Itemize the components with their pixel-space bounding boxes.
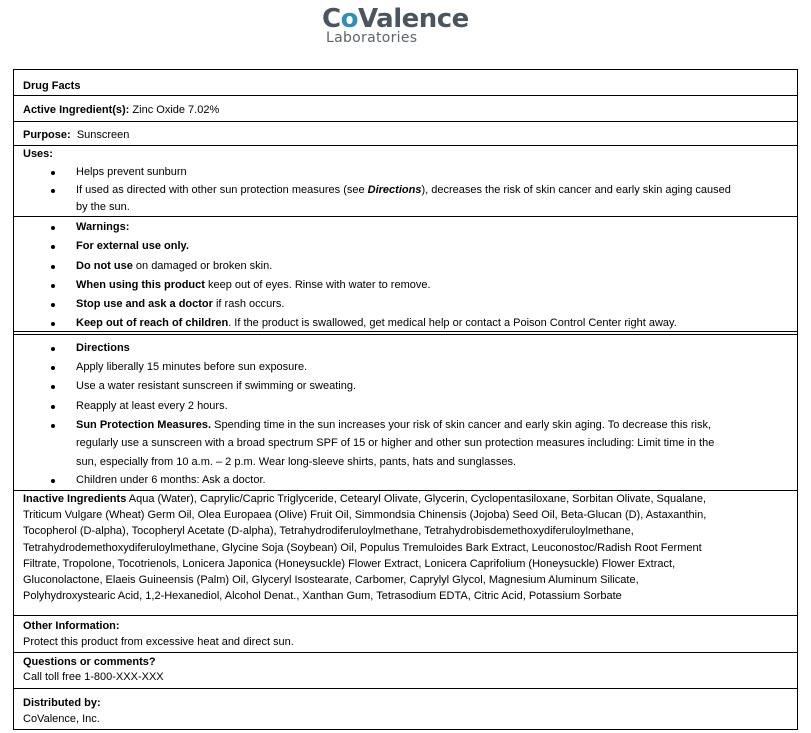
bullet-dot (51, 303, 55, 307)
active-ingredient-row (14, 95, 797, 122)
warning-keep-out-label: Keep out of reach of children (76, 317, 229, 329)
directions-row (14, 334, 797, 491)
bullet-dot (51, 322, 55, 326)
inactive-line-2: Triticum Vulgare (Wheat) Germ Oil, Olea Europaea (Olive) Fruit Oil, Simmondsia Chinensis (Jojoba) Seed Oil, Beta-Glucan (D), Astaxanthin, (23, 509, 707, 521)
inactive-line-3: Tocopherol (D-alpha), Tocopheryl Acetate (D-alpha), Tetrahydrodiferuloylmethane, Tetrahydrobisdemethoxydiferuloylmethane, (23, 525, 634, 537)
uses-row (14, 145, 797, 217)
questions-row (14, 652, 797, 689)
bullet-dot (51, 245, 55, 249)
warning-keep-out-text: . If the product is swallowed, get medical help or contact a Poison Control Center right away. (228, 317, 677, 329)
bullet-dot (51, 189, 55, 193)
sun-protection-text-1: Spending time in the sun increases your risk of skin cancer and early skin aging. To decrease this risk, (211, 419, 712, 431)
bullet-dot (51, 226, 55, 230)
title-row (14, 70, 797, 96)
sun-protection-text-3: sun, especially from 10 a.m. – 2 p.m. Wear long-sleeve shirts, pants, hats and sunglasses. (76, 456, 517, 468)
uses-item-1: Helps prevent sunburn (76, 166, 187, 178)
bullet-dot (51, 385, 55, 389)
active-ingredient-label: Active Ingredient(s): (23, 104, 130, 116)
uses-item-2-text: If used as directed with other sun protection measures (see (76, 184, 368, 196)
uses-label: Uses: (23, 148, 53, 160)
warning-when-using-text: keep out of eyes. Rinse with water to remove. (204, 279, 431, 291)
purpose-label: Purpose: (23, 129, 71, 141)
logo-word: Valence (357, 4, 469, 34)
sun-protection-text-2: regularly use a sunscreen with a broad spectrum SPF of 15 or higher and other sun protection measures including: Limit time in the (76, 437, 715, 449)
bullet-dot (51, 366, 55, 370)
warning-stop-use-text: if rash occurs. (212, 298, 285, 310)
bullet-dot (51, 284, 55, 288)
logo-letter-c: C (322, 4, 341, 34)
warning-do-not-use-label: Do not use (76, 260, 133, 272)
warning-stop-use (76, 296, 284, 313)
questions-label: Questions or comments? (23, 656, 156, 668)
sun-protection-label: Sun Protection Measures. (76, 419, 212, 431)
drug-facts-title: Drug Facts (23, 80, 81, 92)
direction-item-2: Use a water resistant sunscreen if swimming or sweating. (76, 380, 356, 392)
uses-item-2 (76, 182, 731, 199)
bullet-dot (51, 424, 55, 428)
distributor-name: CoValence, Inc. (23, 713, 100, 725)
warning-stop-use-label: Stop use and ask a doctor (76, 298, 213, 310)
direction-item-1: Apply liberally 15 minutes before sun exposure. (76, 361, 308, 373)
direction-sun-protection (76, 417, 711, 434)
logo-subtitle: Laboratories (326, 30, 418, 46)
bullet-dot (51, 347, 55, 351)
purpose-row (14, 121, 797, 146)
direction-children: Children under 6 months: Ask a doctor. (76, 474, 266, 486)
purpose (23, 127, 129, 143)
other-information-text: Protect this product from excessive heat and direct sun. (23, 636, 294, 648)
other-information-row (14, 615, 797, 653)
inactive-line-5: Filtrate, Tropolone, Tocotrienols, Lonicera Japonica (Honeysuckle) Flower Extract, Lonicera Caprifolium (Honeysuckle) Flower Extract, (23, 558, 676, 570)
drug-facts-table (13, 69, 798, 730)
inactive-text-1: Aqua (Water), Caprylic/Capric Triglyceride, Cetearyl Olivate, Glycerin, Cyclopentasiloxane, Sorbitan Olivate, Squalane, (126, 493, 707, 505)
bullet-dot (51, 171, 55, 175)
inactive-line-6: Gluconolactone, Elaeis Guineensis (Palm) Oil, Glyceryl Isostearate, Carbomer, Caprylyl Glycol, Magnesium Aluminum Silicate, (23, 574, 639, 586)
warning-when-using-label: When using this product (76, 279, 205, 291)
warnings-heading: Warnings: (76, 221, 130, 233)
warning-when-using (76, 277, 431, 294)
directions-reference: Directions (367, 184, 422, 196)
bullet-dot (51, 479, 55, 483)
active-ingredient (23, 102, 219, 118)
warning-keep-out-of-reach (76, 315, 677, 332)
inactive-ingredients-label: Inactive Ingredients (23, 493, 127, 505)
warning-external-use: For external use only. (76, 240, 189, 252)
direction-item-3: Reapply at least every 2 hours. (76, 400, 228, 412)
warning-do-not-use-text: on damaged or broken skin. (132, 260, 273, 272)
purpose-value: Sunscreen (76, 129, 130, 141)
warning-do-not-use (76, 258, 272, 275)
inactive-line-4: Tetrahydrodemethoxydiferuloylmethane, Glycine Soja (Soybean) Oil, Populus Tremuloides Bark Extract, Leuconostoc/Radish Root Ferment (23, 542, 702, 554)
uses-item-2-text-end: ), decreases the risk of skin cancer and early skin aging caused (421, 184, 731, 196)
other-information-label: Other Information: (23, 620, 120, 632)
brand-logo (322, 4, 502, 48)
inactive-line-1 (23, 491, 706, 507)
logo-ring-o: o (340, 4, 358, 34)
bullet-dot (51, 405, 55, 409)
questions-phone: Call toll free 1-800-XXX-XXX (23, 671, 164, 683)
distributed-by-row (14, 688, 797, 729)
bullet-dot (51, 265, 55, 269)
uses-item-2-continued: by the sun. (76, 201, 130, 213)
warnings-row (14, 216, 797, 332)
distributed-by-label: Distributed by: (23, 697, 101, 709)
inactive-ingredients-row (14, 489, 797, 616)
inactive-line-7: Polyhydroxystearic Acid, 1,2-Hexanediol, Alcohol Denat., Xanthan Gum, Tetrasodium EDTA, Citric Acid, Potassium Sorbate (23, 590, 622, 602)
directions-heading: Directions (76, 342, 130, 354)
active-ingredient-value: Zinc Oxide 7.02% (132, 104, 220, 116)
